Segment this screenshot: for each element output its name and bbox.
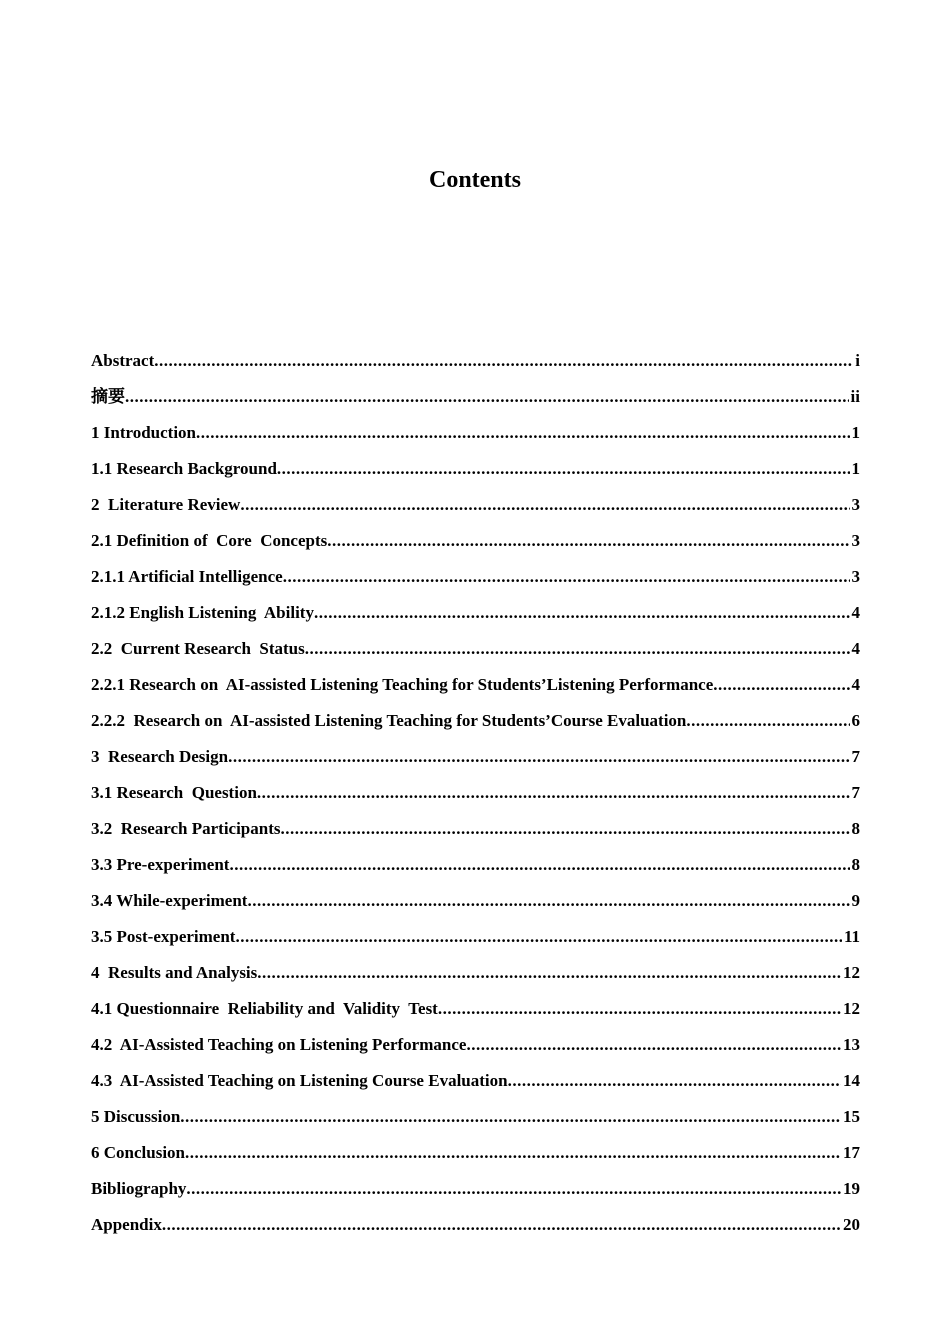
toc-page-number: 3 xyxy=(851,567,860,586)
toc-entry-label: Abstract xyxy=(91,351,155,370)
toc-entry-label: 2.2.1 Research on AI-assisted Listening Teaching for Students’Listening Performance xyxy=(91,675,714,694)
toc-dot-leader xyxy=(240,491,849,519)
toc-dot-leader xyxy=(185,1139,841,1167)
toc-dot-leader xyxy=(228,743,849,771)
toc-entry-label: 3.1 Research Question xyxy=(91,783,257,802)
toc-page-number: 12 xyxy=(843,963,860,982)
toc-entry-appendix[interactable] xyxy=(91,1211,860,1247)
toc-page-number: 15 xyxy=(843,1107,860,1126)
toc-page-number: 7 xyxy=(851,783,860,802)
toc-entry-questionnaire-reliability[interactable] xyxy=(91,995,860,1031)
toc-entry-label: 摘要 xyxy=(91,387,125,406)
toc-entry-results-and-analysis[interactable] xyxy=(91,959,860,995)
toc-entry-label: 2.1.2 English Listening Ability xyxy=(91,603,314,622)
toc-entry-label: 3.5 Post-experiment xyxy=(91,927,236,946)
toc-dot-leader xyxy=(283,563,850,591)
toc-entry-while-experiment[interactable] xyxy=(91,887,860,923)
toc-entry-abstract[interactable] xyxy=(91,347,860,383)
toc-dot-leader xyxy=(180,1103,841,1131)
toc-entry-research-course-evaluation[interactable] xyxy=(91,707,860,743)
toc-entry-introduction[interactable] xyxy=(91,419,860,455)
toc-entry-conclusion[interactable] xyxy=(91,1139,860,1175)
toc-entry-label: 4.1 Questionnaire Reliability and Validity Test xyxy=(91,999,438,1018)
toc-dot-leader xyxy=(508,1067,841,1095)
toc-entry-artificial-intelligence[interactable] xyxy=(91,563,860,599)
toc-entry-research-question[interactable] xyxy=(91,779,860,815)
toc-dot-leader xyxy=(257,779,850,807)
toc-entry-label: 2.2 Current Research Status xyxy=(91,639,305,658)
toc-entry-discussion[interactable] xyxy=(91,1103,860,1139)
toc-entry-label: 4.2 AI-Assisted Teaching on Listening Performance xyxy=(91,1035,467,1054)
toc-entry-definition-of-core-concepts[interactable] xyxy=(91,527,860,563)
toc-entry-label: 3 Research Design xyxy=(91,747,229,766)
table-of-contents xyxy=(91,347,860,1247)
toc-entry-research-background[interactable] xyxy=(91,455,860,491)
toc-page-number: 1 xyxy=(851,423,860,442)
toc-dot-leader xyxy=(257,959,841,987)
toc-entry-label: 2 Literature Review xyxy=(91,495,241,514)
toc-entry-current-research-status[interactable] xyxy=(91,635,860,671)
toc-page-number: 17 xyxy=(843,1143,860,1162)
toc-entry-label: Appendix xyxy=(91,1215,162,1234)
toc-dot-leader xyxy=(466,1031,841,1059)
toc-entry-label: 2.1 Definition of Core Concepts xyxy=(91,531,328,550)
toc-entry-label: 4.3 AI-Assisted Teaching on Listening Course Evaluation xyxy=(91,1071,508,1090)
toc-dot-leader xyxy=(196,419,849,447)
toc-entry-label: 2.1.1 Artificial Intelligence xyxy=(91,567,283,586)
toc-entry-label: Bibliography xyxy=(91,1179,187,1198)
toc-entry-chinese-abstract[interactable] xyxy=(91,383,860,419)
page-title: Contents xyxy=(428,167,521,193)
toc-page-number: 3 xyxy=(851,495,860,514)
toc-entry-english-listening-ability[interactable] xyxy=(91,599,860,635)
toc-dot-leader xyxy=(277,455,850,483)
toc-page-number: 7 xyxy=(851,747,860,766)
toc-entry-label: 3.4 While-experiment xyxy=(91,891,248,910)
toc-dot-leader xyxy=(327,527,849,555)
toc-dot-leader xyxy=(162,1211,841,1239)
toc-entry-ai-course-evaluation[interactable] xyxy=(91,1067,860,1103)
toc-dot-leader xyxy=(305,635,850,663)
toc-dot-leader xyxy=(713,671,849,699)
toc-dot-leader xyxy=(154,347,853,375)
toc-page-number: 6 xyxy=(851,711,860,730)
toc-dot-leader xyxy=(686,707,849,735)
toc-dot-leader xyxy=(281,815,850,843)
toc-dot-leader xyxy=(247,887,849,915)
toc-entry-label: 3.3 Pre-experiment xyxy=(91,855,230,874)
toc-entry-label: 5 Discussion xyxy=(91,1107,181,1126)
toc-page-number: 4 xyxy=(851,603,860,622)
toc-page-number: 8 xyxy=(851,855,860,874)
toc-page-number: 19 xyxy=(843,1179,860,1198)
toc-page-number: 11 xyxy=(843,927,860,946)
toc-entry-label: 1.1 Research Background xyxy=(91,459,277,478)
toc-page-number: 1 xyxy=(851,459,860,478)
toc-page-number: i xyxy=(855,351,860,370)
toc-entry-post-experiment[interactable] xyxy=(91,923,860,959)
toc-dot-leader xyxy=(186,1175,841,1203)
toc-page-number: 8 xyxy=(851,819,860,838)
toc-page-number: 4 xyxy=(851,675,860,694)
toc-entry-bibliography[interactable] xyxy=(91,1175,860,1211)
toc-entry-literature-review[interactable] xyxy=(91,491,860,527)
toc-dot-leader xyxy=(438,995,841,1023)
toc-page-number: 13 xyxy=(843,1035,860,1054)
toc-entry-label: 4 Results and Analysis xyxy=(91,963,258,982)
toc-page-number: 9 xyxy=(851,891,860,910)
toc-dot-leader xyxy=(314,599,850,627)
toc-entry-ai-listening-performance[interactable] xyxy=(91,1031,860,1067)
toc-entry-label: 2.2.2 Research on AI-assisted Listening Teaching for Students’Course Evaluation xyxy=(91,711,687,730)
toc-page-number: ii xyxy=(850,387,860,406)
toc-dot-leader xyxy=(229,851,849,879)
toc-dot-leader xyxy=(235,923,841,951)
toc-page-number: 4 xyxy=(851,639,860,658)
toc-page-number: 20 xyxy=(843,1215,860,1234)
toc-entry-label: 6 Conclusion xyxy=(91,1143,185,1162)
toc-dot-leader xyxy=(125,383,849,411)
toc-entry-research-listening-performance[interactable] xyxy=(91,671,860,707)
toc-page-number: 14 xyxy=(843,1071,860,1090)
toc-entry-label: 1 Introduction xyxy=(91,423,197,442)
toc-page-number: 12 xyxy=(843,999,860,1018)
toc-entry-pre-experiment[interactable] xyxy=(91,851,860,887)
toc-entry-label: 3.2 Research Participants xyxy=(91,819,281,838)
toc-entry-research-design[interactable] xyxy=(91,743,860,779)
toc-entry-research-participants[interactable] xyxy=(91,815,860,851)
toc-page-number: 3 xyxy=(851,531,860,550)
